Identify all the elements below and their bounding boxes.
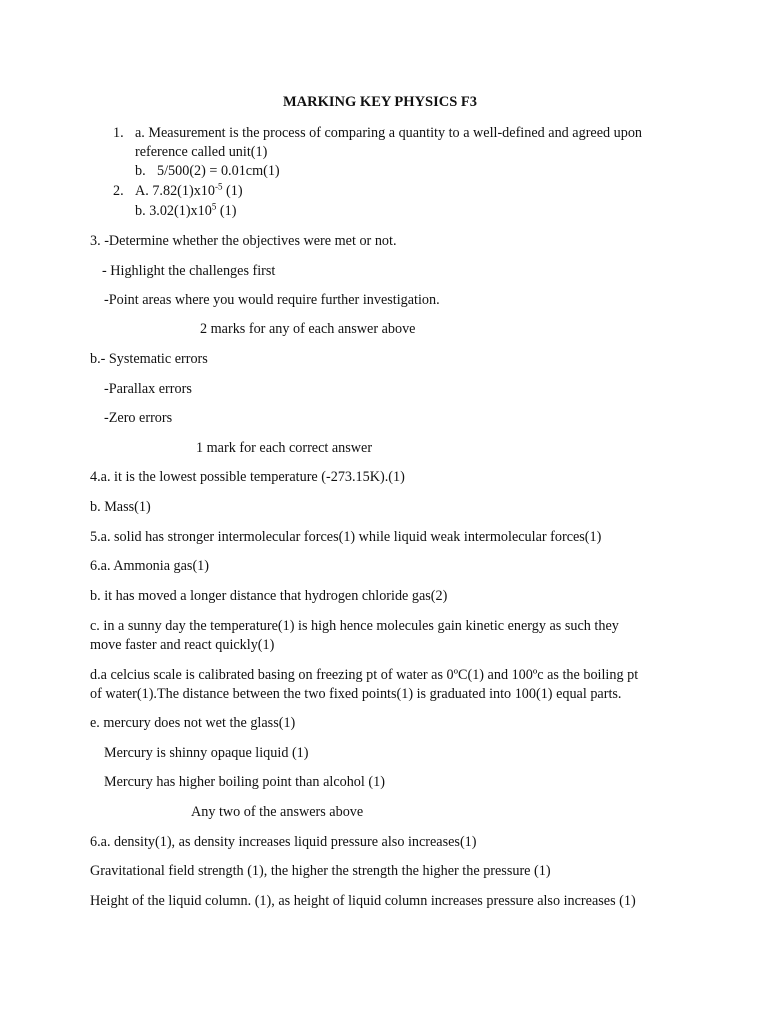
q6-e-line2: Mercury is shinny opaque liquid (1) [104,745,309,761]
q4-a: 4.a. it is the lowest possible temperature (-273.15K).(1) [90,469,405,485]
q2-number: 2. [113,183,124,199]
q3-b-marks-note: 1 mark for each correct answer [196,440,373,456]
q4-b: b. Mass(1) [90,499,151,515]
q5-a: 5.a. solid has stronger intermolecular forces(1) while liquid weak intermolecular forces(1) [90,529,602,545]
q1-number: 1. [113,125,124,141]
q6-d-line1: d.a celcius scale is calibrated basing on freezing pt of water as 0ºC(1) and 100ºc as the boiling pt [90,667,639,683]
q3-b-line3: -Zero errors [104,410,173,426]
q3-marks-note: 2 marks for any of each answer above [200,321,416,337]
q3-b-line2: -Parallax errors [104,381,192,397]
q1-a-line2: reference called unit(1) [135,144,268,160]
page-title: MARKING KEY PHYSICS F3 [283,94,478,110]
q6-b: b. it has moved a longer distance that hydrogen chloride gas(2) [90,588,448,604]
q6b-line3: Height of the liquid column. (1), as height of liquid column increases pressure also increases (1) [90,893,636,909]
q2-b: b. $3.02(1)x10^5$ (1) [135,201,237,219]
q3-line2: - Highlight the challenges first [102,263,276,279]
q1-b-label: b. [135,163,146,179]
q3-line1: 3. -Determine whether the objectives were met or not. [90,233,397,249]
q6-e-line1: e. mercury does not wet the glass(1) [90,715,296,731]
q6b-line2: Gravitational field strength (1), the higher the strength the higher the pressure (1) [90,863,551,879]
q6-d-line2: of water(1).The distance between the two fixed points(1) is graduated into 100(1) equal parts. [90,686,622,702]
q6-e-marks-note: Any two of the answers above [191,804,364,820]
q1-b-text: 5/500(2) = 0.01cm(1) [157,163,280,179]
q6-a: 6.a. Ammonia gas(1) [90,558,209,574]
q6-e-line3: Mercury has higher boiling point than alcohol (1) [104,774,385,790]
q2-a: A. $7.82(1)x10^{-5}$ (1) [135,181,243,199]
q6b-a: 6.a. density(1), as density increases liquid pressure also increases(1) [90,834,477,850]
q3-b-line1: b.- Systematic errors [90,351,208,367]
q3-line3: -Point areas where you would require further investigation. [104,292,440,308]
q1-a-line1: a. Measurement is the process of comparing a quantity to a well-defined and agreed upon [135,125,643,141]
q6-c-line2: move faster and react quickly(1) [90,637,275,653]
q6-c-line1: c. in a sunny day the temperature(1) is high hence molecules gain kinetic energy as such they [90,618,619,634]
